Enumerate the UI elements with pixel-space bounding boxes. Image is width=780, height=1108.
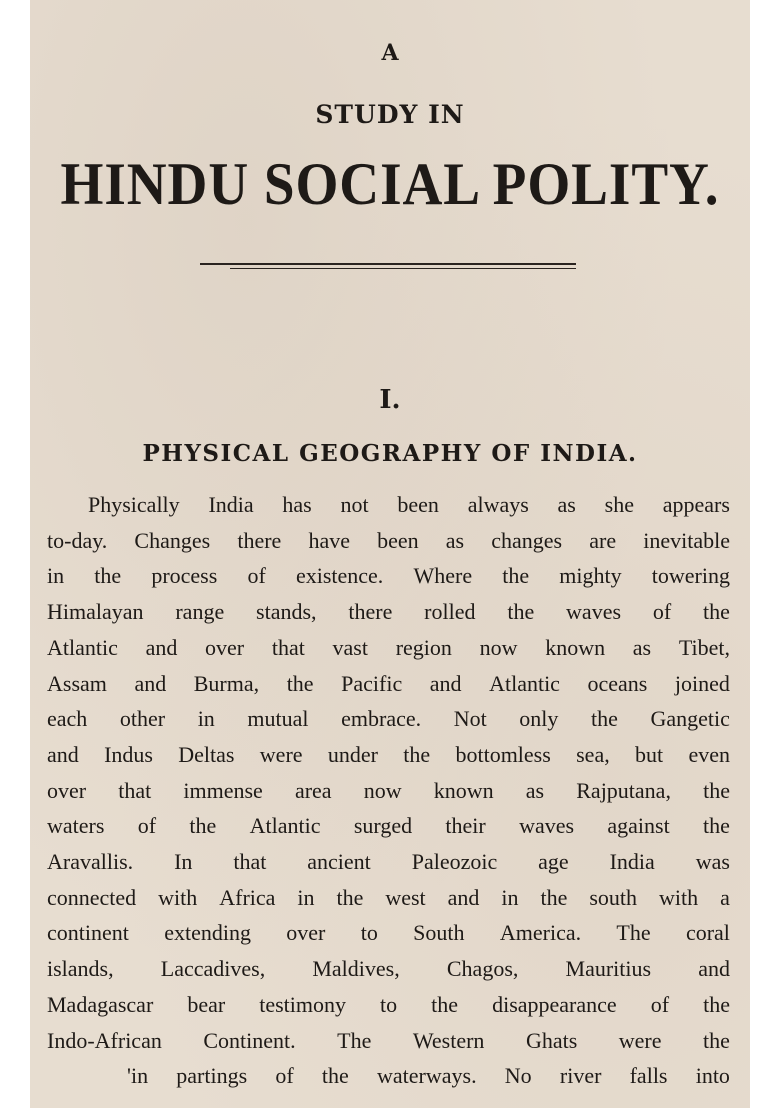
word: was xyxy=(695,849,730,874)
word: and xyxy=(698,956,730,982)
word: Laccadives, xyxy=(160,956,266,982)
word: waterways. xyxy=(377,1063,477,1089)
word: bear xyxy=(187,991,226,1017)
word: Physically xyxy=(88,492,180,517)
word: in xyxy=(197,706,215,732)
word: area xyxy=(294,777,332,803)
word: the xyxy=(286,670,314,696)
word: now xyxy=(479,634,518,660)
word: the xyxy=(507,599,535,625)
word: Paleozoic xyxy=(411,849,498,874)
word: Continent. xyxy=(203,1027,296,1053)
word: towering xyxy=(651,563,730,589)
word: stands, xyxy=(256,599,317,625)
heading-article: A xyxy=(381,40,399,66)
text-line xyxy=(47,992,730,1018)
word: there xyxy=(348,599,393,625)
word: but xyxy=(635,741,664,767)
word: as xyxy=(632,634,652,660)
word: Maldives, xyxy=(312,956,400,982)
text-line xyxy=(47,671,730,697)
word: of xyxy=(275,1063,294,1089)
word: the xyxy=(703,813,730,839)
word: Burma, xyxy=(193,670,260,696)
word: partings xyxy=(176,1063,248,1089)
word: she xyxy=(604,492,634,517)
word: Indo-African xyxy=(47,1027,162,1053)
word: the xyxy=(703,1027,730,1053)
word: rolled xyxy=(424,599,476,625)
word: oceans xyxy=(587,670,648,696)
word: always xyxy=(467,492,529,517)
text-line xyxy=(47,706,730,732)
word: Rajputana, xyxy=(576,777,671,803)
word: as xyxy=(557,492,576,517)
word: No xyxy=(504,1063,532,1089)
word: and xyxy=(429,670,462,696)
word: islands, xyxy=(47,956,114,982)
word: over xyxy=(47,777,87,803)
word: changes xyxy=(491,527,563,553)
text-line xyxy=(47,813,730,839)
word: Africa xyxy=(219,884,276,910)
word: has xyxy=(282,492,312,517)
word: inevitable xyxy=(643,527,730,553)
word: existence. xyxy=(295,563,384,589)
word: to xyxy=(360,920,378,946)
word: waters xyxy=(47,813,105,839)
text-line xyxy=(47,885,730,911)
word: to xyxy=(380,991,398,1017)
word: Deltas xyxy=(178,741,235,767)
word: testimony xyxy=(259,991,346,1017)
page-title: HINDU SOCIAL POLITY. xyxy=(60,151,720,217)
word: Indus xyxy=(104,741,153,767)
word: and xyxy=(134,670,167,696)
word: in xyxy=(501,884,519,910)
word: Chagos, xyxy=(446,956,519,982)
word: mighty xyxy=(559,563,622,589)
word: waves xyxy=(566,599,622,625)
word: Assam xyxy=(47,670,107,696)
text-line xyxy=(47,956,730,982)
word: Tibet, xyxy=(678,634,730,660)
divider xyxy=(200,263,576,265)
word: into xyxy=(695,1063,730,1089)
word: the xyxy=(94,563,122,589)
word: are xyxy=(589,527,617,553)
word: Western xyxy=(412,1027,485,1053)
word: Atlantic xyxy=(249,813,321,839)
text-line xyxy=(47,563,730,589)
word: surged xyxy=(353,813,413,839)
word: the xyxy=(703,777,730,803)
word: even xyxy=(688,741,730,767)
divider xyxy=(230,268,576,269)
chapter-title: PHYSICAL GEOGRAPHY OF INDIA. xyxy=(142,440,638,467)
word: process xyxy=(151,563,218,589)
word: extending xyxy=(164,920,251,946)
word: Where xyxy=(413,563,473,589)
word: other xyxy=(119,706,166,732)
word: been xyxy=(397,492,439,517)
word: Himalayan xyxy=(47,599,144,625)
word: Not xyxy=(453,706,487,732)
word: appears xyxy=(662,492,730,517)
word: embrace. xyxy=(341,706,422,732)
word: waves xyxy=(519,813,575,839)
word: only xyxy=(519,706,559,732)
word: Changes xyxy=(134,527,211,553)
word: the xyxy=(703,991,730,1017)
text-line xyxy=(88,492,730,518)
word: the xyxy=(703,599,730,625)
text-line xyxy=(47,635,730,661)
word: the xyxy=(591,706,618,732)
word: The xyxy=(616,920,651,946)
word: as xyxy=(445,527,465,553)
word: the xyxy=(403,741,431,767)
word: of xyxy=(650,991,670,1017)
word: over xyxy=(205,634,245,660)
word: coral xyxy=(685,920,730,946)
word: the xyxy=(431,991,459,1017)
word: region xyxy=(395,634,452,660)
word: sea, xyxy=(576,741,610,767)
word: Ghats xyxy=(525,1027,578,1053)
word: the xyxy=(540,884,568,910)
text-line xyxy=(47,742,730,768)
word: South xyxy=(413,920,465,946)
chapter-number: I. xyxy=(379,385,401,415)
word: age xyxy=(538,849,569,874)
word: Mauritius xyxy=(565,956,652,982)
text-line xyxy=(127,1063,730,1089)
text-line xyxy=(47,599,730,625)
word: as xyxy=(525,777,545,803)
text-line xyxy=(47,528,730,554)
word: south xyxy=(589,884,638,910)
word: Atlantic xyxy=(47,634,118,660)
word: now xyxy=(363,777,402,803)
word: their xyxy=(445,813,486,839)
word: Madagascar xyxy=(47,991,154,1017)
word: range xyxy=(175,599,225,625)
word: America. xyxy=(499,920,582,946)
word: disappearance xyxy=(492,991,617,1017)
word: under xyxy=(327,741,378,767)
word: the xyxy=(502,563,530,589)
word: joined xyxy=(674,670,730,696)
word: each xyxy=(47,706,88,732)
word: and xyxy=(447,884,480,910)
word: that xyxy=(233,849,267,874)
text-line xyxy=(47,778,730,804)
word: and xyxy=(47,741,79,767)
word: with xyxy=(158,884,198,910)
word: west xyxy=(385,884,426,910)
word: have xyxy=(308,527,350,553)
word: of xyxy=(247,563,266,589)
word: of xyxy=(137,813,157,839)
word: that xyxy=(118,777,152,803)
word: there xyxy=(237,527,282,553)
word: Gangetic xyxy=(650,706,730,732)
word: bottomless xyxy=(455,741,551,767)
word: river xyxy=(559,1063,602,1089)
text-line xyxy=(47,920,730,946)
word: were xyxy=(618,1027,662,1053)
word: the xyxy=(189,813,217,839)
word: with xyxy=(658,884,699,910)
word: and xyxy=(145,634,178,660)
word: falls xyxy=(629,1063,668,1089)
word: a xyxy=(720,884,730,910)
word: known xyxy=(433,777,494,803)
word: against xyxy=(607,813,670,839)
word: mutual xyxy=(247,706,309,732)
word: Pacific xyxy=(341,670,403,696)
word: that xyxy=(271,634,305,660)
word: The xyxy=(337,1027,372,1053)
word: ancient xyxy=(307,849,371,874)
word: of xyxy=(652,599,672,625)
word: not xyxy=(340,492,369,517)
word: India xyxy=(609,849,655,874)
word: known xyxy=(545,634,606,660)
word: In xyxy=(174,849,193,874)
word: vast xyxy=(332,634,368,660)
text-line xyxy=(47,849,730,875)
word: the xyxy=(321,1063,349,1089)
word: India xyxy=(208,492,254,517)
word: immense xyxy=(183,777,263,803)
word: to-day. xyxy=(47,527,108,553)
word: been xyxy=(377,527,419,553)
word: Atlantic xyxy=(489,670,560,696)
word: connected xyxy=(47,884,137,910)
word: continent xyxy=(47,920,129,946)
word: 'in xyxy=(127,1063,149,1089)
word: in xyxy=(47,563,65,589)
book-page xyxy=(30,0,750,1108)
word: the xyxy=(336,884,364,910)
word: were xyxy=(259,741,303,767)
word: Aravallis. xyxy=(47,849,134,874)
word: over xyxy=(286,920,326,946)
heading-study-in: STUDY IN xyxy=(315,100,465,129)
text-line xyxy=(47,1028,730,1054)
word: in xyxy=(297,884,315,910)
